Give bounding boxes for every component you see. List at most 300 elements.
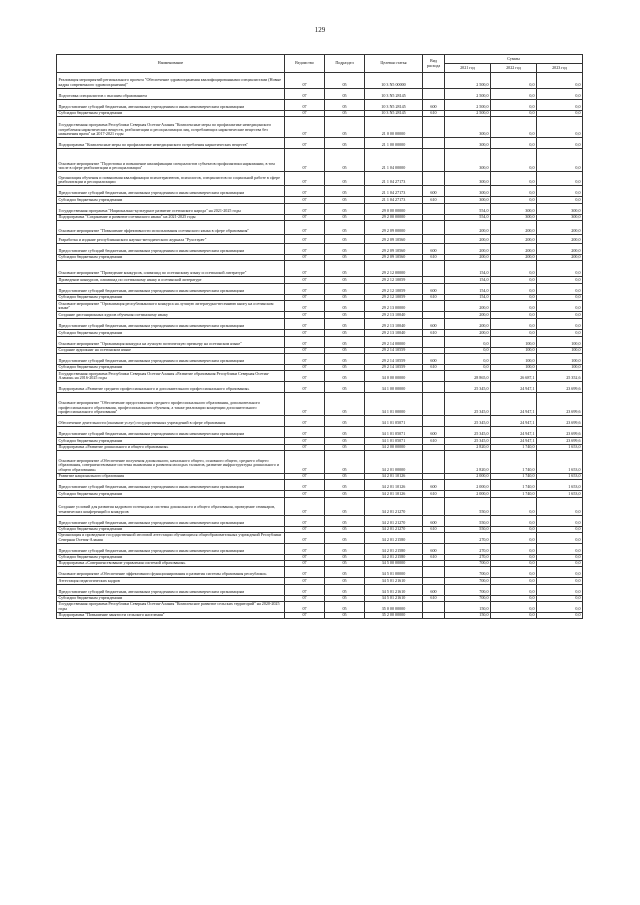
row-subsection: 05 [325,149,365,172]
row-name: Субсидии бюджетным учреждениям [57,438,285,444]
row-sum-2022: 24 947,1 [491,393,537,416]
row-department: 07 [285,284,325,295]
row-sum-2022: 0,0 [491,277,537,284]
row-sum-2022: 0,0 [491,543,537,554]
row-sum-2021: 154,0 [445,277,491,284]
row-expense-type [423,336,445,347]
row-sum-2022: 0,0 [491,284,537,295]
row-sum-2023: 23 699,6 [537,438,583,444]
row-expense-type [423,567,445,578]
row-sum-2021: 2 000,0 [445,480,491,491]
row-subsection: 05 [325,613,365,619]
row-subsection: 05 [325,336,365,347]
row-sum-2023: 0,0 [537,149,583,172]
row-target-article: 29 2 12 10059 [365,284,423,295]
row-target-article: 34 5 01 21610 [365,584,423,595]
row-subsection: 05 [325,330,365,336]
row-sum-2021: 200,0 [445,330,491,336]
row-subsection: 05 [325,554,365,560]
row-sum-2023: 300,0 [537,203,583,214]
table-row [57,354,583,365]
row-expense-type: 600 [423,243,445,254]
row-name: Организация обучения и повышения квалификации психотерапевтов, психологов, специалистов по социальной работе в сфере реабилитации и ресоциализации [57,172,285,186]
row-sum-2023: 0,0 [537,532,583,543]
row-target-article: 29 2 00 00000 [365,214,423,220]
row-sum-2021: 200,0 [445,301,491,312]
row-sum-2023: 0,0 [537,284,583,295]
row-expense-type [423,149,445,172]
row-name: Субсидии бюджетным учреждениям [57,365,285,371]
row-target-article: 21 1 04 27173 [365,197,423,203]
row-subsection: 05 [325,561,365,567]
row-sum-2021: 200,0 [445,312,491,319]
row-sum-2022: 0,0 [491,330,537,336]
row-department: 07 [285,203,325,214]
row-sum-2021: 200,0 [445,254,491,260]
row-department: 07 [285,186,325,197]
row-name: Создание аудиокниг на осетинском языке [57,347,285,353]
header-target-article: Целевая статья [365,55,423,73]
table-row [57,138,583,149]
row-sum-2023: 23 699,6 [537,427,583,438]
row-target-article: 34 1 00 00000 [365,382,423,393]
row-subsection: 05 [325,365,365,371]
row-sum-2022: 0,0 [491,186,537,197]
row-target-article: 34 2 01 21270 [365,526,423,532]
row-department: 07 [285,301,325,312]
row-sum-2022: 100,0 [491,347,537,353]
row-expense-type: 610 [423,254,445,260]
row-subsection: 05 [325,111,365,117]
row-sum-2021: 554,0 [445,214,491,220]
table-row [57,234,583,243]
row-target-article: 29 2 13 10040 [365,312,423,319]
row-sum-2022: 24 947,1 [491,382,537,393]
row-sum-2021: 700,0 [445,595,491,601]
table-row [57,515,583,526]
row-sum-2021: 2 500,0 [445,100,491,111]
table-row [57,73,583,89]
row-sum-2023: 0,0 [537,312,583,319]
row-subsection: 05 [325,301,365,312]
row-expense-type: 610 [423,491,445,497]
row-expense-type: 600 [423,543,445,554]
table-row [57,532,583,543]
row-subsection: 05 [325,234,365,243]
row-target-article: 10 3 N5 28145 [365,100,423,111]
row-sum-2022: 1 740,0 [491,444,537,450]
row-subsection: 05 [325,382,365,393]
row-sum-2022: 0,0 [491,301,537,312]
row-name: Основное мероприятие "Организация республиканского конкурса на лучшую литературно-весеннюю книгу на осетинском языке" [57,301,285,312]
row-department: 07 [285,371,325,382]
row-sum-2021: 154,0 [445,284,491,295]
row-expense-type [423,312,445,319]
row-subsection: 05 [325,186,365,197]
row-sum-2023: 0,0 [537,100,583,111]
row-sum-2021: 0,0 [445,365,491,371]
row-sum-2021: 25 345,0 [445,382,491,393]
row-name: Предоставление субсидий бюджетным, автономным учреждениям и иным некоммерческим организациям [57,186,285,197]
row-name: Предоставление субсидий бюджетным, автономным учреждениям и иным некоммерческим организациям [57,427,285,438]
row-sum-2023: 23 699,6 [537,416,583,427]
row-sum-2023: 0,0 [537,567,583,578]
row-sum-2022: 200,0 [491,220,537,234]
row-sum-2023: 0,0 [537,186,583,197]
row-name: Подпрограмма «Развитие дошкольного и общего образования» [57,444,285,450]
row-sum-2022: 0,0 [491,584,537,595]
row-sum-2023: 0,0 [537,515,583,526]
row-name: Субсидии бюджетным учреждениям [57,526,285,532]
row-sum-2021: 300,0 [445,172,491,186]
row-sum-2021: 554,0 [445,203,491,214]
row-expense-type: 610 [423,595,445,601]
table-row [57,567,583,578]
table-row [57,336,583,347]
row-department: 07 [285,595,325,601]
row-target-article: 29 2 14 10559 [365,365,423,371]
table-row [57,312,583,319]
row-subsection: 05 [325,515,365,526]
table-row [57,584,583,595]
row-sum-2021: 2 000,0 [445,491,491,497]
row-name: Государственная программа Республики Северная Осетия-Алания "Комплексные меры по профилактике немедицинского потребления наркотических веществ, реабилитации и ресоциализации лиц, потребляющих наркотические вещества без назначения врача" на 2017-2021 годы [57,117,285,138]
row-sum-2023: 0,0 [537,197,583,203]
row-target-article: 34 5 01 21610 [365,595,423,601]
row-target-article: 34 1 01 05071 [365,416,423,427]
row-sum-2022: 0,0 [491,261,537,277]
row-sum-2023: 0,0 [537,526,583,532]
row-name: Реализация мероприятий регионального проекта "Обеспечение здравоохранения квалифицированными специалистами (Новые кадры современного здравоохранения)" [57,73,285,89]
row-sum-2022: 1 740,0 [491,450,537,473]
row-expense-type [423,89,445,100]
row-sum-2022: 24 947,1 [491,438,537,444]
row-sum-2023: 200,0 [537,234,583,243]
row-department: 07 [285,336,325,347]
row-subsection: 05 [325,319,365,330]
row-sum-2021: 270,0 [445,532,491,543]
row-department: 07 [285,277,325,284]
row-sum-2021: 25 345,0 [445,416,491,427]
row-subsection: 05 [325,526,365,532]
row-sum-2023: 0,0 [537,561,583,567]
row-department: 07 [285,319,325,330]
row-department: 07 [285,450,325,473]
row-department: 07 [285,73,325,89]
row-sum-2023: 0,0 [537,330,583,336]
row-sum-2023: 1 653,0 [537,491,583,497]
row-department: 07 [285,393,325,416]
row-sum-2023: 200,0 [537,243,583,254]
row-sum-2021: 154,0 [445,295,491,301]
row-subsection: 05 [325,73,365,89]
row-name: Подпрограмма "Сохранение и развитие осетинского языка" на 2021-2025 годы [57,214,285,220]
row-sum-2021: 0,0 [445,347,491,353]
row-sum-2022: 200,0 [491,234,537,243]
row-department: 07 [285,491,325,497]
table-row [57,480,583,491]
table-row [57,284,583,295]
row-name: Основное мероприятие «Обеспечение эффективного функционирования и развития системы образования республики» [57,567,285,578]
row-sum-2021: 25 345,0 [445,427,491,438]
row-expense-type: 610 [423,330,445,336]
row-name: Субсидии бюджетным учреждениям [57,595,285,601]
row-department: 07 [285,365,325,371]
row-expense-type [423,450,445,473]
row-sum-2021: 200,0 [445,220,491,234]
row-sum-2021: 28 865,0 [445,371,491,382]
row-sum-2022: 100,0 [491,354,537,365]
row-expense-type: 600 [423,319,445,330]
row-target-article: 29 2 12 10059 [365,295,423,301]
row-target-article: 34 2 00 00000 [365,444,423,450]
row-sum-2021: 700,0 [445,584,491,595]
row-sum-2023: 1 653,0 [537,444,583,450]
page-number: 129 [314,26,326,34]
row-sum-2021: 154,0 [445,261,491,277]
row-target-article: 34 2 01 21270 [365,515,423,526]
table-row [57,220,583,234]
row-sum-2023: 25 352,6 [537,371,583,382]
row-expense-type [423,277,445,284]
row-name: Предоставление субсидий бюджетным, автономным учреждениям и иным некоммерческим организациям [57,515,285,526]
row-sum-2021: 200,0 [445,234,491,243]
row-department: 07 [285,416,325,427]
row-expense-type [423,301,445,312]
row-subsection: 05 [325,295,365,301]
row-expense-type [423,172,445,186]
row-sum-2022: 0,0 [491,567,537,578]
row-name: Субсидии бюджетным учреждениям [57,254,285,260]
row-department: 07 [285,214,325,220]
row-sum-2021: 2 820,0 [445,444,491,450]
row-sum-2023: 0,0 [537,319,583,330]
row-sum-2021: 300,0 [445,197,491,203]
row-department: 07 [285,473,325,479]
row-target-article: 34 2 01 21270 [365,497,423,515]
row-name: Развитие национального образования [57,473,285,479]
row-sum-2022: 0,0 [491,138,537,149]
row-sum-2023: 0,0 [537,117,583,138]
row-expense-type [423,532,445,543]
row-target-article: 34 2 01 10126 [365,491,423,497]
row-subsection: 05 [325,595,365,601]
row-sum-2022: 200,0 [491,254,537,260]
row-sum-2023: 0,0 [537,595,583,601]
table-row [57,277,583,284]
row-subsection: 05 [325,347,365,353]
row-subsection: 05 [325,284,365,295]
row-sum-2022: 0,0 [491,100,537,111]
row-target-article: 34 2 01 21580 [365,543,423,554]
row-expense-type [423,261,445,277]
row-sum-2023: 0,0 [537,497,583,515]
row-name: Основное мероприятие "Проведение конкурсов, олимпиад по осетинскому языку и осетинской литературе" [57,261,285,277]
row-expense-type [423,416,445,427]
row-name: Создание условий для развития кадрового потенциала системы дошкольного и общего образования, проведение семинаров, тематических конференций и конкурсов [57,497,285,515]
row-name: Подпрограмма "Комплексные меры по профилактике немедицинского потребления наркотических веществ" [57,138,285,149]
row-expense-type: 610 [423,197,445,203]
table-body [57,73,583,619]
row-name: Предоставление субсидий бюджетным, автономным учреждениям и иным некоммерческим организациям [57,584,285,595]
table-row [57,497,583,515]
row-name: Предоставление субсидий бюджетным, автономным учреждениям и иным некоммерческим организациям [57,243,285,254]
row-subsection: 05 [325,602,365,613]
header-department: Ведомство [285,55,325,73]
row-department: 07 [285,515,325,526]
row-expense-type: 610 [423,365,445,371]
row-name: Подпрограмма «Развитие среднего профессионального и дополнительного профессионального образования» [57,382,285,393]
row-target-article: 29 2 09 10560 [365,254,423,260]
row-target-article: 34 2 01 21580 [365,532,423,543]
row-sum-2022: 100,0 [491,336,537,347]
row-sum-2023: 0,0 [537,613,583,619]
row-subsection: 05 [325,214,365,220]
row-subsection: 05 [325,100,365,111]
header-expense-type: Вид расхода [423,55,445,73]
row-subsection: 05 [325,138,365,149]
row-department: 07 [285,354,325,365]
row-name: Разработка и издание республиканского научно-методического журнала "Рухстауæг" [57,234,285,243]
row-expense-type [423,382,445,393]
row-subsection: 05 [325,567,365,578]
row-department: 07 [285,480,325,491]
row-subsection: 05 [325,438,365,444]
row-sum-2022: 0,0 [491,149,537,172]
row-sum-2022: 0,0 [491,319,537,330]
row-department: 07 [285,382,325,393]
row-department: 07 [285,497,325,515]
row-target-article: 29 2 14 00000 [365,336,423,347]
row-target-article: 29 2 13 10040 [365,330,423,336]
row-department: 07 [285,567,325,578]
row-sum-2021: 150,0 [445,613,491,619]
table-row [57,416,583,427]
row-name: Подготовка специалистов с высшим образованием [57,89,285,100]
row-target-article: 21 1 04 27173 [365,172,423,186]
row-sum-2023: 1 653,0 [537,473,583,479]
row-subsection: 05 [325,393,365,416]
row-sum-2021: 300,0 [445,149,491,172]
row-name: Субсидии бюджетным учреждениям [57,491,285,497]
row-sum-2022: 0,0 [491,526,537,532]
row-name: Государственная программа Республики Северная Осетия-Алания «Развитие образования Республики Северная Осетия-Алания» на 2016-2025 годы [57,371,285,382]
header-year-2022: 2022 год [491,64,537,73]
row-sum-2023: 200,0 [537,220,583,234]
row-sum-2021: 270,0 [445,554,491,560]
row-sum-2023: 0,0 [537,89,583,100]
row-subsection: 05 [325,89,365,100]
row-expense-type: 600 [423,284,445,295]
row-name: Основное мероприятие «Обеспечение получения дошкольного, начального общего, основного общего, среднего общего образования, совершенствование системы выявления и развития молодых талантов, развитие инфраструктуры дошкольного и общего образования» [57,450,285,473]
row-expense-type: 600 [423,100,445,111]
row-name: Предоставление субсидий бюджетным, автономным учреждениям и иным некоммерческим организациям [57,100,285,111]
row-sum-2021: 270,0 [445,543,491,554]
row-target-article: 34 5 00 00000 [365,561,423,567]
row-target-article: 34 5 01 00000 [365,567,423,578]
row-expense-type: 610 [423,526,445,532]
row-sum-2021: 2 500,0 [445,111,491,117]
header-name: Наименование [57,55,285,73]
row-sum-2023: 0,0 [537,261,583,277]
row-sum-2021: 150,0 [445,602,491,613]
row-sum-2023: 23 699,6 [537,382,583,393]
row-target-article: 10 3 N5 28145 [365,89,423,100]
row-subsection: 05 [325,197,365,203]
row-name: Подпрограмма «Совершенствование управления системой образования» [57,561,285,567]
row-name: Государственная программа Республики Северная Осетия-Алания "Комплексное развитие сельских территорий" на 2020-2025 годы [57,602,285,613]
row-name: Проведение конкурсов, олимпиад по осетинскому языку и осетинской литературе [57,277,285,284]
row-subsection: 05 [325,220,365,234]
row-department: 07 [285,138,325,149]
row-sum-2022: 300,0 [491,214,537,220]
row-sum-2023: 0,0 [537,138,583,149]
row-sum-2022: 0,0 [491,554,537,560]
table-row [57,203,583,214]
row-sum-2022: 0,0 [491,497,537,515]
row-sum-2022: 200,0 [491,243,537,254]
row-name: Подпрограмма "Повышение занятости сельского населения" [57,613,285,619]
row-expense-type [423,117,445,138]
header-year-2023: 2023 год [537,64,583,73]
row-sum-2023: 0,0 [537,111,583,117]
row-sum-2023: 0,0 [537,554,583,560]
row-target-article: 29 2 12 00000 [365,261,423,277]
row-department: 07 [285,243,325,254]
row-sum-2023: 0,0 [537,578,583,584]
row-sum-2023: 0,0 [537,584,583,595]
row-target-article: 29 2 09 10560 [365,243,423,254]
row-sum-2021: 700,0 [445,567,491,578]
row-target-article: 29 2 12 10059 [365,277,423,284]
table-row [57,319,583,330]
row-expense-type: 600 [423,354,445,365]
row-department: 07 [285,149,325,172]
row-target-article: 35 0 00 00000 [365,602,423,613]
row-sum-2023: 0,0 [537,301,583,312]
row-expense-type: 610 [423,111,445,117]
row-sum-2022: 0,0 [491,111,537,117]
row-department: 07 [285,89,325,100]
row-target-article: 29 0 00 00000 [365,203,423,214]
row-expense-type: 600 [423,186,445,197]
row-department: 07 [285,526,325,532]
row-expense-type [423,497,445,515]
row-sum-2021: 25 345,0 [445,438,491,444]
row-subsection: 05 [325,543,365,554]
row-expense-type: 610 [423,554,445,560]
row-sum-2023: 1 653,0 [537,450,583,473]
row-expense-type: 600 [423,480,445,491]
row-subsection: 05 [325,312,365,319]
row-sum-2023: 100,0 [537,365,583,371]
row-sum-2022: 0,0 [491,172,537,186]
row-target-article: 21 1 04 00000 [365,149,423,172]
row-subsection: 05 [325,584,365,595]
row-sum-2021: 2 820,0 [445,450,491,473]
row-sum-2023: 100,0 [537,347,583,353]
row-name: Аттестация педагогических кадров [57,578,285,584]
row-sum-2022: 24 947,1 [491,416,537,427]
row-department: 07 [285,613,325,619]
row-subsection: 05 [325,371,365,382]
row-name: Субсидии бюджетным учреждениям [57,330,285,336]
row-subsection: 05 [325,578,365,584]
row-target-article: 29 2 14 10559 [365,354,423,365]
row-target-article: 34 0 00 00000 [365,371,423,382]
header-year-2021: 2021 год [445,64,491,73]
row-target-article: 34 1 01 05071 [365,427,423,438]
